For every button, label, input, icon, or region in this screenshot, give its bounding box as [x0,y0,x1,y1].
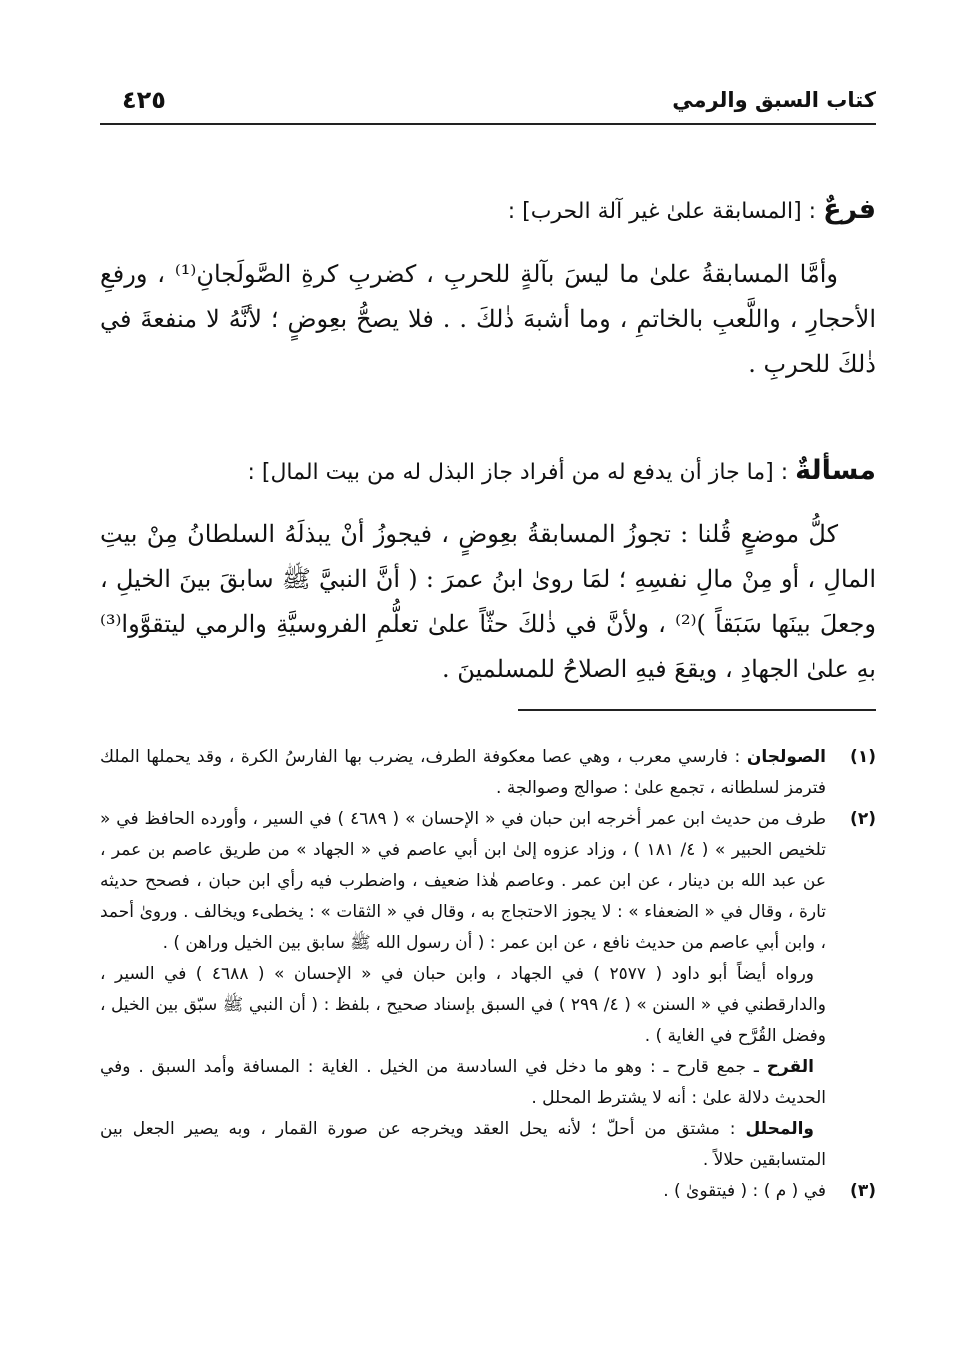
section-text: وأمَّا المسابقةُ علىٰ ما ليسَ بآلةٍ للحربِ ، كضربِ كرةِ الصَّولَجانِ⁽¹⁾ ، ورفعِ الأحجارِ ، واللَّعبِ بالخاتمِ ، وما أشبهَ ذٰلكَ . . فلا يصحُّ بعِوضٍ ؛ لأنَّهُ لا منفعةَ في ذٰلكَ للحربِ . [100,260,876,378]
section-heading-masala [100,454,876,490]
footnote-paragraph [100,742,826,804]
section-text: كلُّ موضعٍ قُلنا : تجوزُ المسابقةُ بعِوضٍ ، فيجوزُ أنْ يبذلَهُ السلطانُ مِنْ بيتِ المالِ ، أو مِنْ مالِ نفسِهِ ؛ لمَا روىٰ ابنُ عمرَ : ( أنَّ النبيَّ ﷺ سابقَ بينَ الخيلِ ، وجعلَ بينَها سَبَقاً )⁽²⁾ ، ولأنَّ في ذٰلكَ حثّاً علىٰ تعلُّمِ الفروسيَّةِ والرمي ليتقوَّوا⁽³⁾ بهِ علىٰ الجهادِ ، ويقعَ فيهِ الصلاحُ للمسلمينَ . [100,520,877,683]
footnote [100,804,876,1176]
footnote-paragraph [100,1176,826,1207]
footnote-text: ـ جمع قارح ـ : وهو ما دخل في السادسة من الخيل . الغاية : المسافة وأمد السبق . وفي الحديث دلالة علىٰ : أنه لا يشترط المحلل . [100,1057,826,1108]
section-body-far [100,252,876,387]
footnote-term: القرح [766,1057,814,1077]
page-number: ٤٢٥ [122,86,166,114]
footnote-paragraph [100,804,826,959]
footnote-text: ورواه أيضاً أبو داود ( ٢٥٧٧ ) في الجهاد ، وابن حبان في « الإحسان » ( ٤٦٨٨ ) في السير ، والدارقطني في « السنن » ( ٤/ ٢٩٩ ) في السبق بإسناد صحيح ، بلفظ : ( أن النبي ﷺ سبّق بين الخيل ، وفضل القُرَّح في الغاية ) . [100,964,826,1046]
footnote-paragraph [100,1114,826,1176]
section-label: فرعٌ [823,194,876,225]
footnote-term: الصولجان [746,747,826,767]
header-rule [100,123,876,125]
footnote [100,742,876,804]
footnote-paragraph [100,1052,826,1114]
section-label: مسألةٌ [795,455,876,486]
running-title: كتاب السبق والرمي [672,88,876,112]
page-header [100,78,876,118]
section-heading-far [100,193,876,229]
section-title: : [المسابقة علىٰ غير آلة الحرب] : [507,199,824,224]
footnote-paragraph [100,959,826,1052]
footnote-text: : مشتق من أحلّ ؛ لأنه يحل العقد ويخرجه عن صورة القمار ، وبه يصير الجعل بين المتسابقين حلالاً . [100,1119,826,1170]
footnote [100,1176,876,1207]
section-body-masala [100,512,876,692]
footnote-text: في ( م ) : ( فيتقوىٰ ) . [663,1181,826,1201]
footnote-number: (٣) [850,1181,876,1201]
footnote-number: (٢) [850,809,876,829]
footnote-text: طرف من حديث ابن عمر أخرجه ابن حبان في « الإحسان » ( ٤٦٨٩ ) في السير ، وأورده الحافظ في « تلخيص الحبير » ( ٤/ ١٨١ ) ، وزاد عزوه إلىٰ ابن أبي عاصم في « الجهاد » من طريق عاصم بن عمر ، عن عبد الله بن دينار ، عن ابن عمر . وعاصم هٰذا ضعيف ، واضطرب فيه رأي ابن حبان ، فصحح حديثه تارة ، وقال في « الضعفاء » : لا يجوز الاحتجاج به ، وقال في « الثقات » : يخطىء ويخالف . وروىٰ أحمد ، وابن أبي عاصم من حديث نافع ، عن ابن عمر : ( أن رسول الله ﷺ سابق بين الخيل وراهن ) . [100,809,826,953]
section-title: : [ما جاز أن يدفع له من أفراد جاز البذل له من بيت المال] : [247,460,796,485]
footnote-number: (١) [850,747,876,767]
footnote-text: : فارسي معرب ، وهي عصا معكوفة الطرف، يضرب بها الفارسُ الكرة ، وقد يحملها الملك فترمز لسلطانه ، تجمع علىٰ : صوالج وصوالجة . [100,747,826,798]
footnote-term: والمحلل [745,1119,814,1139]
footnote-rule [518,709,876,711]
footnotes [100,742,876,1207]
